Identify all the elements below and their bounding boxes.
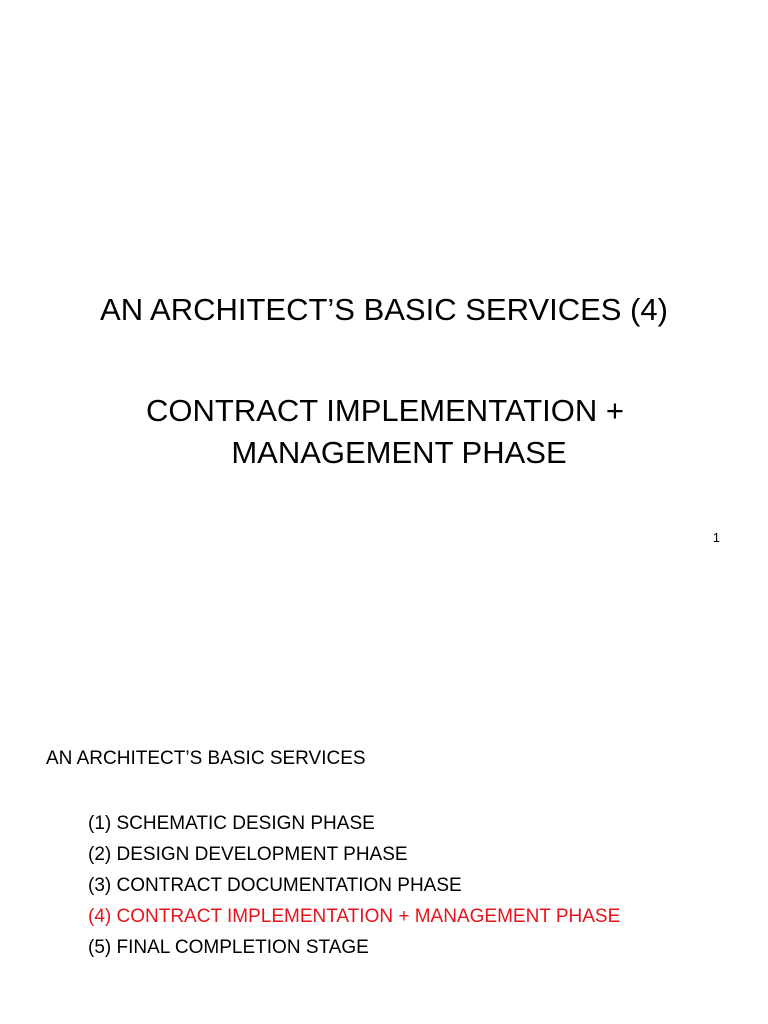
phase-item-3: (3) CONTRACT DOCUMENTATION PHASE xyxy=(88,875,462,896)
phase-item-5: (5) FINAL COMPLETION STAGE xyxy=(88,937,369,958)
phase-item-2: (2) DESIGN DEVELOPMENT PHASE xyxy=(88,844,408,865)
slide-title: AN ARCHITECT’S BASIC SERVICES (4) xyxy=(100,292,668,327)
phase-item-4-highlighted: (4) CONTRACT IMPLEMENTATION + MANAGEMENT PHASE xyxy=(88,906,621,927)
subtitle-line-2: MANAGEMENT PHASE xyxy=(231,435,567,470)
phase-item-1: (1) SCHEMATIC DESIGN PHASE xyxy=(88,813,375,834)
slide-2-title: AN ARCHITECT’S BASIC SERVICES xyxy=(46,748,366,769)
slide-subtitle xyxy=(0,390,768,474)
slide-2 xyxy=(0,560,768,1024)
subtitle-line-1: CONTRACT IMPLEMENTATION + xyxy=(146,393,624,428)
page-number: 1 xyxy=(712,530,720,545)
phase-list xyxy=(88,808,620,963)
